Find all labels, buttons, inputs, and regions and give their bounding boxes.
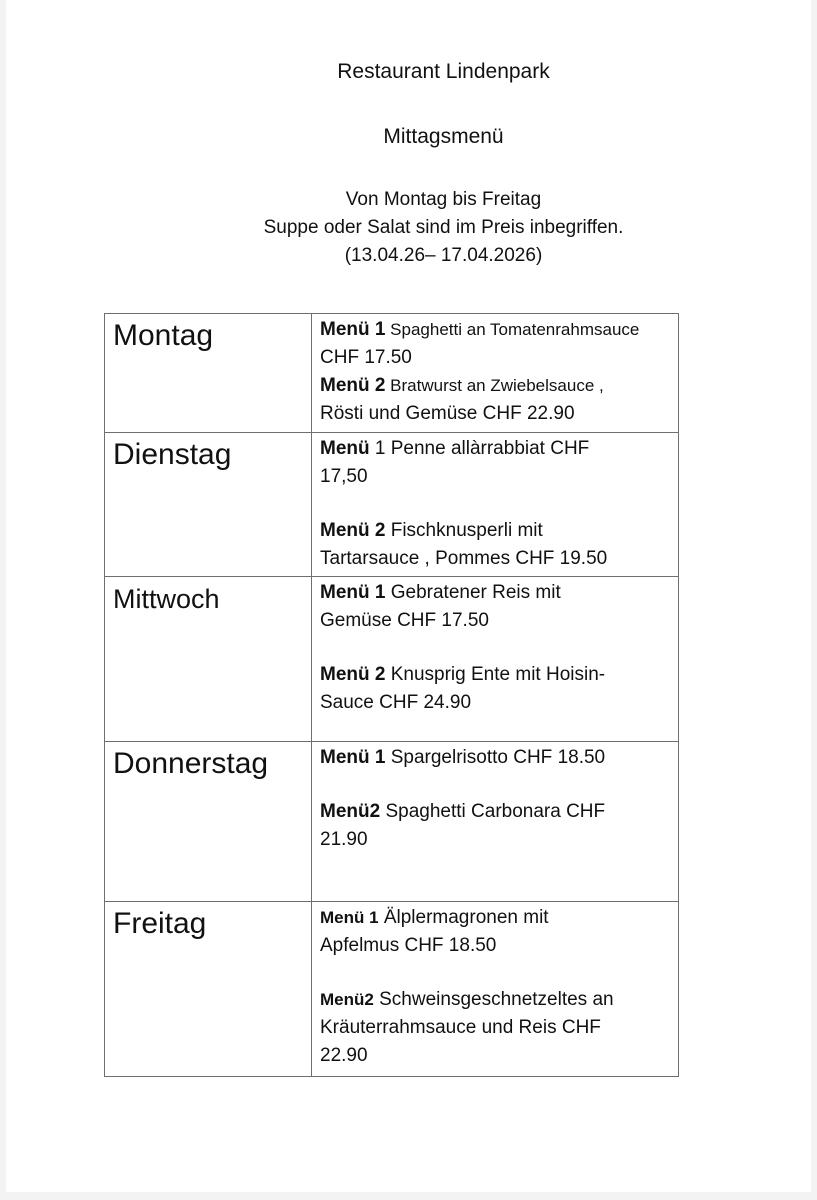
table-row-wednesday bbox=[105, 577, 679, 742]
menu2-wednesday bbox=[320, 661, 674, 689]
menu2-text: Spaghetti Carbonara CHF bbox=[380, 801, 606, 822]
menu2-rest-wednesday: Sauce CHF 24.90 bbox=[320, 692, 472, 713]
table-row-thursday bbox=[105, 742, 679, 902]
menu1-text: Älplermagronen mit bbox=[378, 907, 549, 928]
table-row-monday bbox=[105, 314, 679, 433]
dishes-cell-friday bbox=[312, 902, 679, 1077]
spacer bbox=[320, 960, 674, 986]
dishes-cell-thursday bbox=[312, 742, 679, 902]
dishes-cell-wednesday bbox=[312, 577, 679, 742]
menu2-label: Menü2 bbox=[320, 801, 381, 822]
menu2-label: Menü 2 bbox=[320, 664, 386, 685]
day-cell-wednesday: Mittwoch bbox=[105, 577, 312, 742]
menu1-price-tuesday: 17,50 bbox=[320, 466, 368, 487]
menu1-price-friday: Apfelmus CHF 18.50 bbox=[320, 935, 497, 956]
menu2-tuesday bbox=[320, 517, 674, 545]
menu1-wednesday bbox=[320, 579, 674, 607]
menu2-label: Menü2 bbox=[320, 990, 374, 1009]
menu2-rest-monday: Rösti und Gemüse CHF 22.90 bbox=[320, 403, 575, 424]
spacer bbox=[320, 772, 674, 798]
menu2-text: Fischknusperli mit bbox=[385, 520, 543, 541]
weekly-menu-table bbox=[104, 313, 679, 1077]
menu1-tuesday bbox=[320, 435, 674, 463]
table-row-friday bbox=[105, 902, 679, 1077]
date-range: (13.04.26– 17.04.2026) bbox=[344, 245, 543, 266]
menu1-label: Menü bbox=[320, 438, 370, 459]
menu1-price-monday: CHF 17.50 bbox=[320, 347, 412, 368]
menu-info bbox=[0, 186, 817, 270]
day-cell-tuesday: Dienstag bbox=[105, 433, 312, 577]
menu2-label: Menü 2 bbox=[320, 375, 386, 396]
menu1-text: 1 Penne allàrrabbiat CHF bbox=[369, 438, 590, 459]
restaurant-name: Restaurant Lindenpark bbox=[337, 60, 550, 83]
spacer bbox=[320, 491, 674, 517]
menu1-monday bbox=[320, 316, 674, 344]
menu2-text: Schweinsgeschnetzeltes an bbox=[373, 989, 614, 1010]
menu1-friday bbox=[320, 904, 674, 932]
menu1-label: Menü 1 bbox=[320, 908, 379, 927]
menu2-rest-friday: Kräuterrahmsauce und Reis CHF bbox=[320, 1017, 601, 1038]
menu2-thursday bbox=[320, 798, 674, 826]
menu2-rest2-friday: 22.90 bbox=[320, 1045, 368, 1066]
menu2-friday bbox=[320, 986, 674, 1014]
menu1-text: Spargelrisotto CHF 18.50 bbox=[385, 747, 606, 768]
table-row-tuesday bbox=[105, 433, 679, 577]
included-note: Suppe oder Salat sind im Preis inbegriffen. bbox=[263, 217, 624, 238]
menu2-text: Knusprig Ente mit Hoisin- bbox=[385, 664, 606, 685]
menu1-price-wednesday: Gemüse CHF 17.50 bbox=[320, 610, 489, 631]
menu1-text: Spaghetti an Tomatenrahmsauce bbox=[385, 320, 640, 339]
menu1-label: Menü 1 bbox=[320, 582, 386, 603]
menu2-monday bbox=[320, 372, 674, 400]
day-cell-friday: Freitag bbox=[105, 902, 312, 1077]
menu1-text: Gebratener Reis mit bbox=[385, 582, 561, 603]
dishes-cell-monday bbox=[312, 314, 679, 433]
menu2-rest-tuesday: Tartarsauce , Pommes CHF 19.50 bbox=[320, 548, 608, 569]
menu2-rest-thursday: 21.90 bbox=[320, 829, 368, 850]
spacer bbox=[320, 635, 674, 661]
days-range: Von Montag bis Freitag bbox=[345, 189, 542, 210]
menu1-label: Menü 1 bbox=[320, 319, 386, 340]
day-cell-thursday: Donnerstag bbox=[105, 742, 312, 902]
menu1-label: Menü 1 bbox=[320, 747, 386, 768]
menu1-thursday bbox=[320, 744, 674, 772]
dishes-cell-tuesday bbox=[312, 433, 679, 577]
menu2-text: Bratwurst an Zwiebelsauce , bbox=[385, 376, 604, 395]
menu-title: Mittagsmenü bbox=[383, 125, 504, 148]
menu2-label: Menü 2 bbox=[320, 520, 386, 541]
day-cell-monday: Montag bbox=[105, 314, 312, 433]
